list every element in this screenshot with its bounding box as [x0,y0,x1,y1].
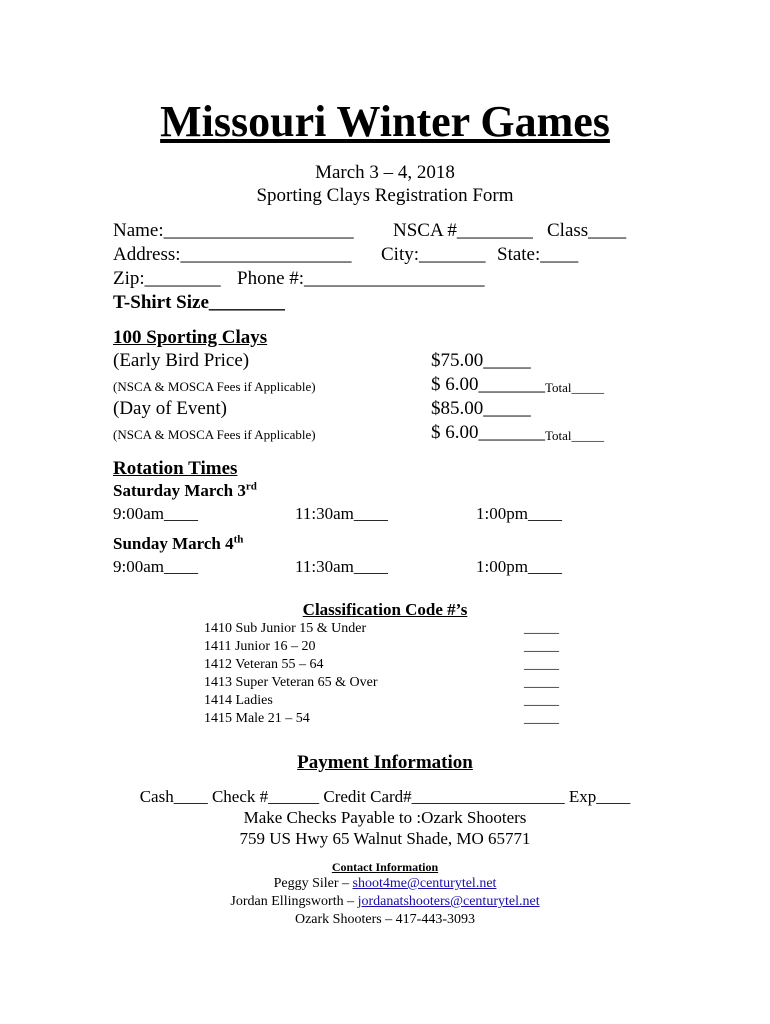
code-1413-blank[interactable]: _____ [524,675,559,690]
classification-heading: Classification Code #’s [302,600,468,619]
phone-field[interactable]: Phone #:___________________ [237,268,485,289]
saturday-time-1300[interactable]: 1:00pm____ [476,504,562,523]
name-field[interactable]: Name:____________________ [113,220,354,241]
mailing-address: 759 US Hwy 65 Walnut Shade, MO 65771 [239,829,531,848]
code-1411-blank[interactable]: _____ [524,639,559,654]
code-1414-blank[interactable]: _____ [524,693,559,708]
fees-price-1[interactable]: $ 6.00_______ [431,374,545,395]
sunday-time-1300[interactable]: 1:00pm____ [476,557,562,576]
sunday-time-0900[interactable]: 9:00am____ [113,557,198,576]
code-1410-blank[interactable]: _____ [524,621,559,636]
peggy-email-link[interactable]: shoot4me@centurytel.net [352,876,497,891]
fees-price-2[interactable]: $ 6.00_______ [431,422,545,443]
class-field[interactable]: Class____ [547,220,627,241]
code-1412: 1412 Veteran 55 – 64 [204,657,324,672]
zip-field[interactable]: Zip:________ [113,268,221,289]
nsca-field[interactable]: NSCA #________ [393,220,533,241]
event-dates: March 3 – 4, 2018 [315,162,455,183]
payable-to: Make Checks Payable to :Ozark Shooters [243,808,527,827]
code-1415: 1415 Male 21 – 54 [204,711,310,726]
page-title: Missouri Winter Games [160,97,610,146]
code-1413: 1413 Super Veteran 65 & Over [204,675,378,690]
saturday-label: Saturday March 3rd [113,480,257,500]
fees-label-2: (NSCA & MOSCA Fees if Applicable) [113,427,316,442]
payment-methods[interactable]: Cash____ Check #______ Credit Card#__________________ Exp____ [139,787,631,806]
payment-heading: Payment Information [297,752,473,773]
contact-ozark: Ozark Shooters – 417-443-3093 [294,912,476,927]
fees-heading: 100 Sporting Clays [113,327,268,348]
jordan-email-link[interactable]: jordanatshooters@centurytel.net [357,894,540,909]
tshirt-size-field[interactable]: T-Shirt Size________ [113,292,285,313]
code-1415-blank[interactable]: _____ [524,711,559,726]
code-1412-blank[interactable]: _____ [524,657,559,672]
contact-peggy: Peggy Siler – shoot4me@centurytel.net [273,876,497,891]
total-field-2[interactable]: Total_____ [545,428,605,443]
state-field[interactable]: State:____ [497,244,579,265]
sunday-label: Sunday March 4th [113,533,244,553]
saturday-time-1130[interactable]: 11:30am____ [295,504,388,523]
early-bird-price[interactable]: $75.00_____ [431,350,531,371]
code-1410: 1410 Sub Junior 15 & Under [204,621,367,636]
total-field-1[interactable]: Total_____ [545,380,605,395]
day-of-event-label: (Day of Event) [113,398,227,419]
form-subtitle: Sporting Clays Registration Form [256,185,514,206]
city-field[interactable]: City:_______ [381,244,486,265]
address-field[interactable]: Address:__________________ [113,244,352,265]
code-1411: 1411 Junior 16 – 20 [204,639,316,654]
saturday-time-0900[interactable]: 9:00am____ [113,504,198,523]
contact-jordan: Jordan Ellingsworth – jordanatshooters@centurytel.net [230,894,540,909]
rotation-heading: Rotation Times [113,458,238,479]
code-1414: 1414 Ladies [204,693,273,708]
sunday-time-1130[interactable]: 11:30am____ [295,557,388,576]
early-bird-label: (Early Bird Price) [113,350,250,371]
fees-label-1: (NSCA & MOSCA Fees if Applicable) [113,379,316,394]
day-of-event-price[interactable]: $85.00_____ [431,398,531,419]
contact-heading: Contact Information [331,860,439,874]
